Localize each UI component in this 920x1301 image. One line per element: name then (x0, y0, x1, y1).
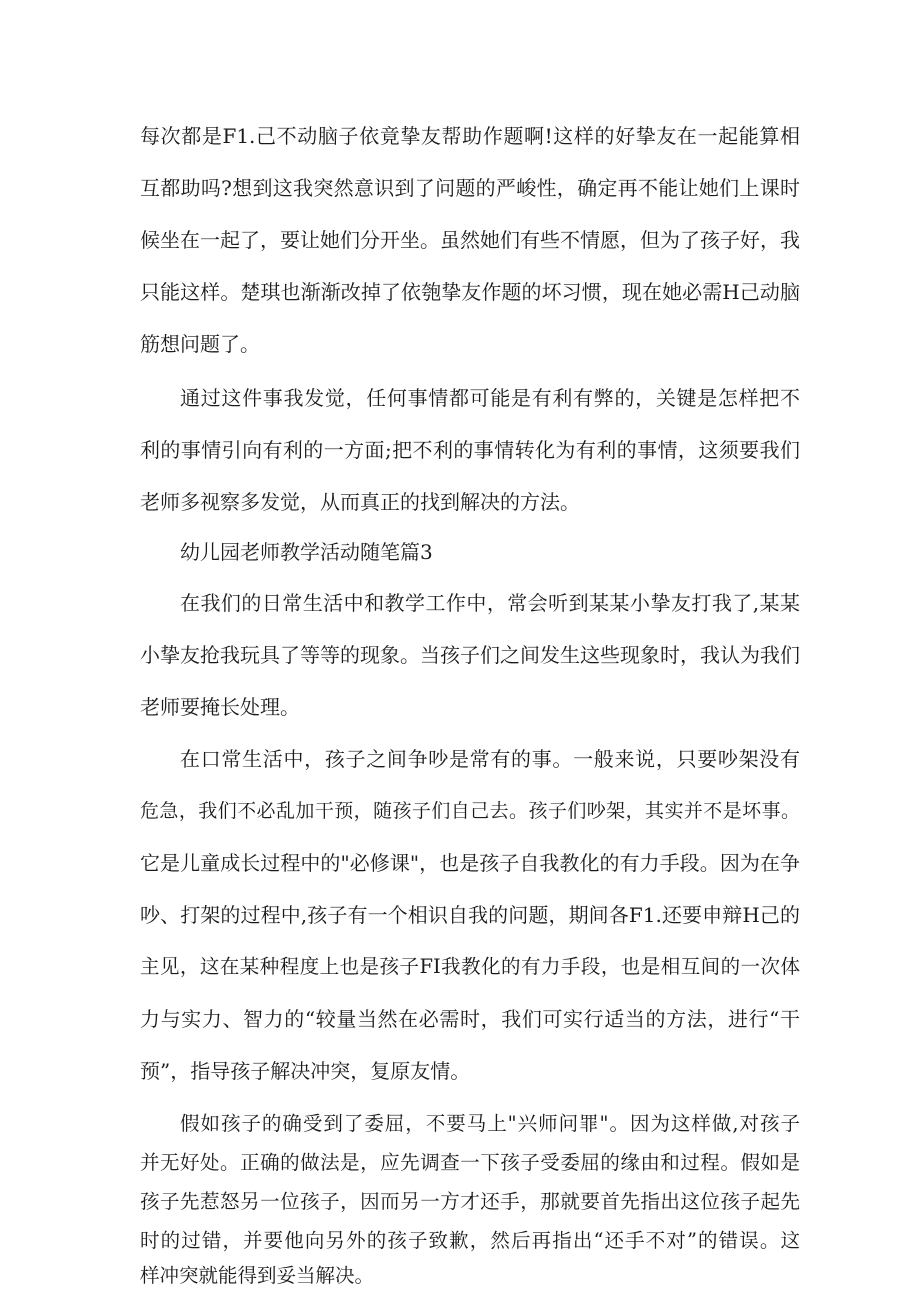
paragraph-2-line-1: 通过这件事我发觉，任何事情都可能是有利有弊的，关键是怎样把不 (180, 386, 800, 410)
paragraph-5-line-3: 孩子先惹怒另一位孩子，因而另一方才还手，那就要首先指出这位孩子起先 (140, 1190, 800, 1213)
paragraph-2-line-3: 老师多视察多发觉，从而真正的找到解决的方法。 (140, 490, 580, 514)
paragraph-4-line-5: 主见，这在某种程度上也是孩子FI我教化的有力手段，也是相互间的一次体 (140, 955, 800, 978)
paragraph-1-line-5: 筋想问题了。 (140, 332, 260, 356)
paragraph-3-line-3: 老师要掩长处理。 (140, 695, 300, 719)
paragraph-1-line-4: 只能这样。楚琪也渐渐改掉了依匏挚友作题的坏习惯，现在她必需H己动脑 (140, 280, 800, 304)
paragraph-4-line-7: 预”，指导孩子解决冲突，复原友情。 (140, 1059, 471, 1083)
paragraph-4-line-1: 在口常生活中，孩子之间争吵是常有的事。一般来说，只要吵架没有 (180, 747, 800, 771)
section-heading: 幼儿园老师教学活动随笔篇3 (180, 540, 433, 564)
paragraph-4-line-2: 危急，我们不必乱加干预，随孩子们自己去。孩子们吵架，其实并不是坏事。 (140, 800, 800, 822)
paragraph-4-line-6: 力与实力、智力的“较量当然在必需时，我们可实行适当的方法，进行“干 (140, 1007, 800, 1031)
paragraph-2-line-2: 利的事情引向有利的一方面;把不利的事情转化为有利的事情，这须要我们 (140, 438, 800, 462)
paragraph-1-line-3: 候坐在一起了，要让她们分开坐。虽然她们有些不情愿，但为了孩子好，我 (140, 228, 800, 252)
paragraph-4-line-3: 它是儿童成长过程中的"必修课"，也是孩子自我教化的有力手段。因为在争 (140, 851, 800, 875)
paragraph-1-line-2: 互都助吗?想到这我突然意识到了问题的严峻性，确定再不能让她们上课时 (140, 176, 800, 200)
paragraph-5-line-2: 并无好处。正确的做法是，应先调查一下孩子受委屈的缘由和过程。假如是 (140, 1151, 800, 1174)
paragraph-5-line-1: 假如孩子的确受到了委屈，不要马上"兴师问罪"。因为这样做,对孩子 (180, 1112, 800, 1135)
paragraph-3-line-1: 在我们的日常生活中和教学工作中，常会听到某某小挚友打我了,某某 (180, 591, 800, 615)
paragraph-4-line-4: 吵、打架的过程中,孩子有一个相识自我的问题，期间各F1.还要申辩H己的 (140, 903, 800, 927)
paragraph-5-line-5: 样冲突就能得到妥当解决。 (140, 1264, 375, 1287)
paragraph-5-line-4: 时的过错，并要他向另外的孩子致歉，然后再指出“还手不对”的错误。这 (140, 1229, 800, 1252)
paragraph-1-line-1: 每次都是F1.己不动脑子依竟挚友帮助作题啊!这样的好挚友在一起能算相 (140, 124, 800, 148)
paragraph-3-line-2: 小挚友抢我玩具了等等的现象。当孩子们之间发生这些现象时，我认为我们 (140, 643, 800, 667)
